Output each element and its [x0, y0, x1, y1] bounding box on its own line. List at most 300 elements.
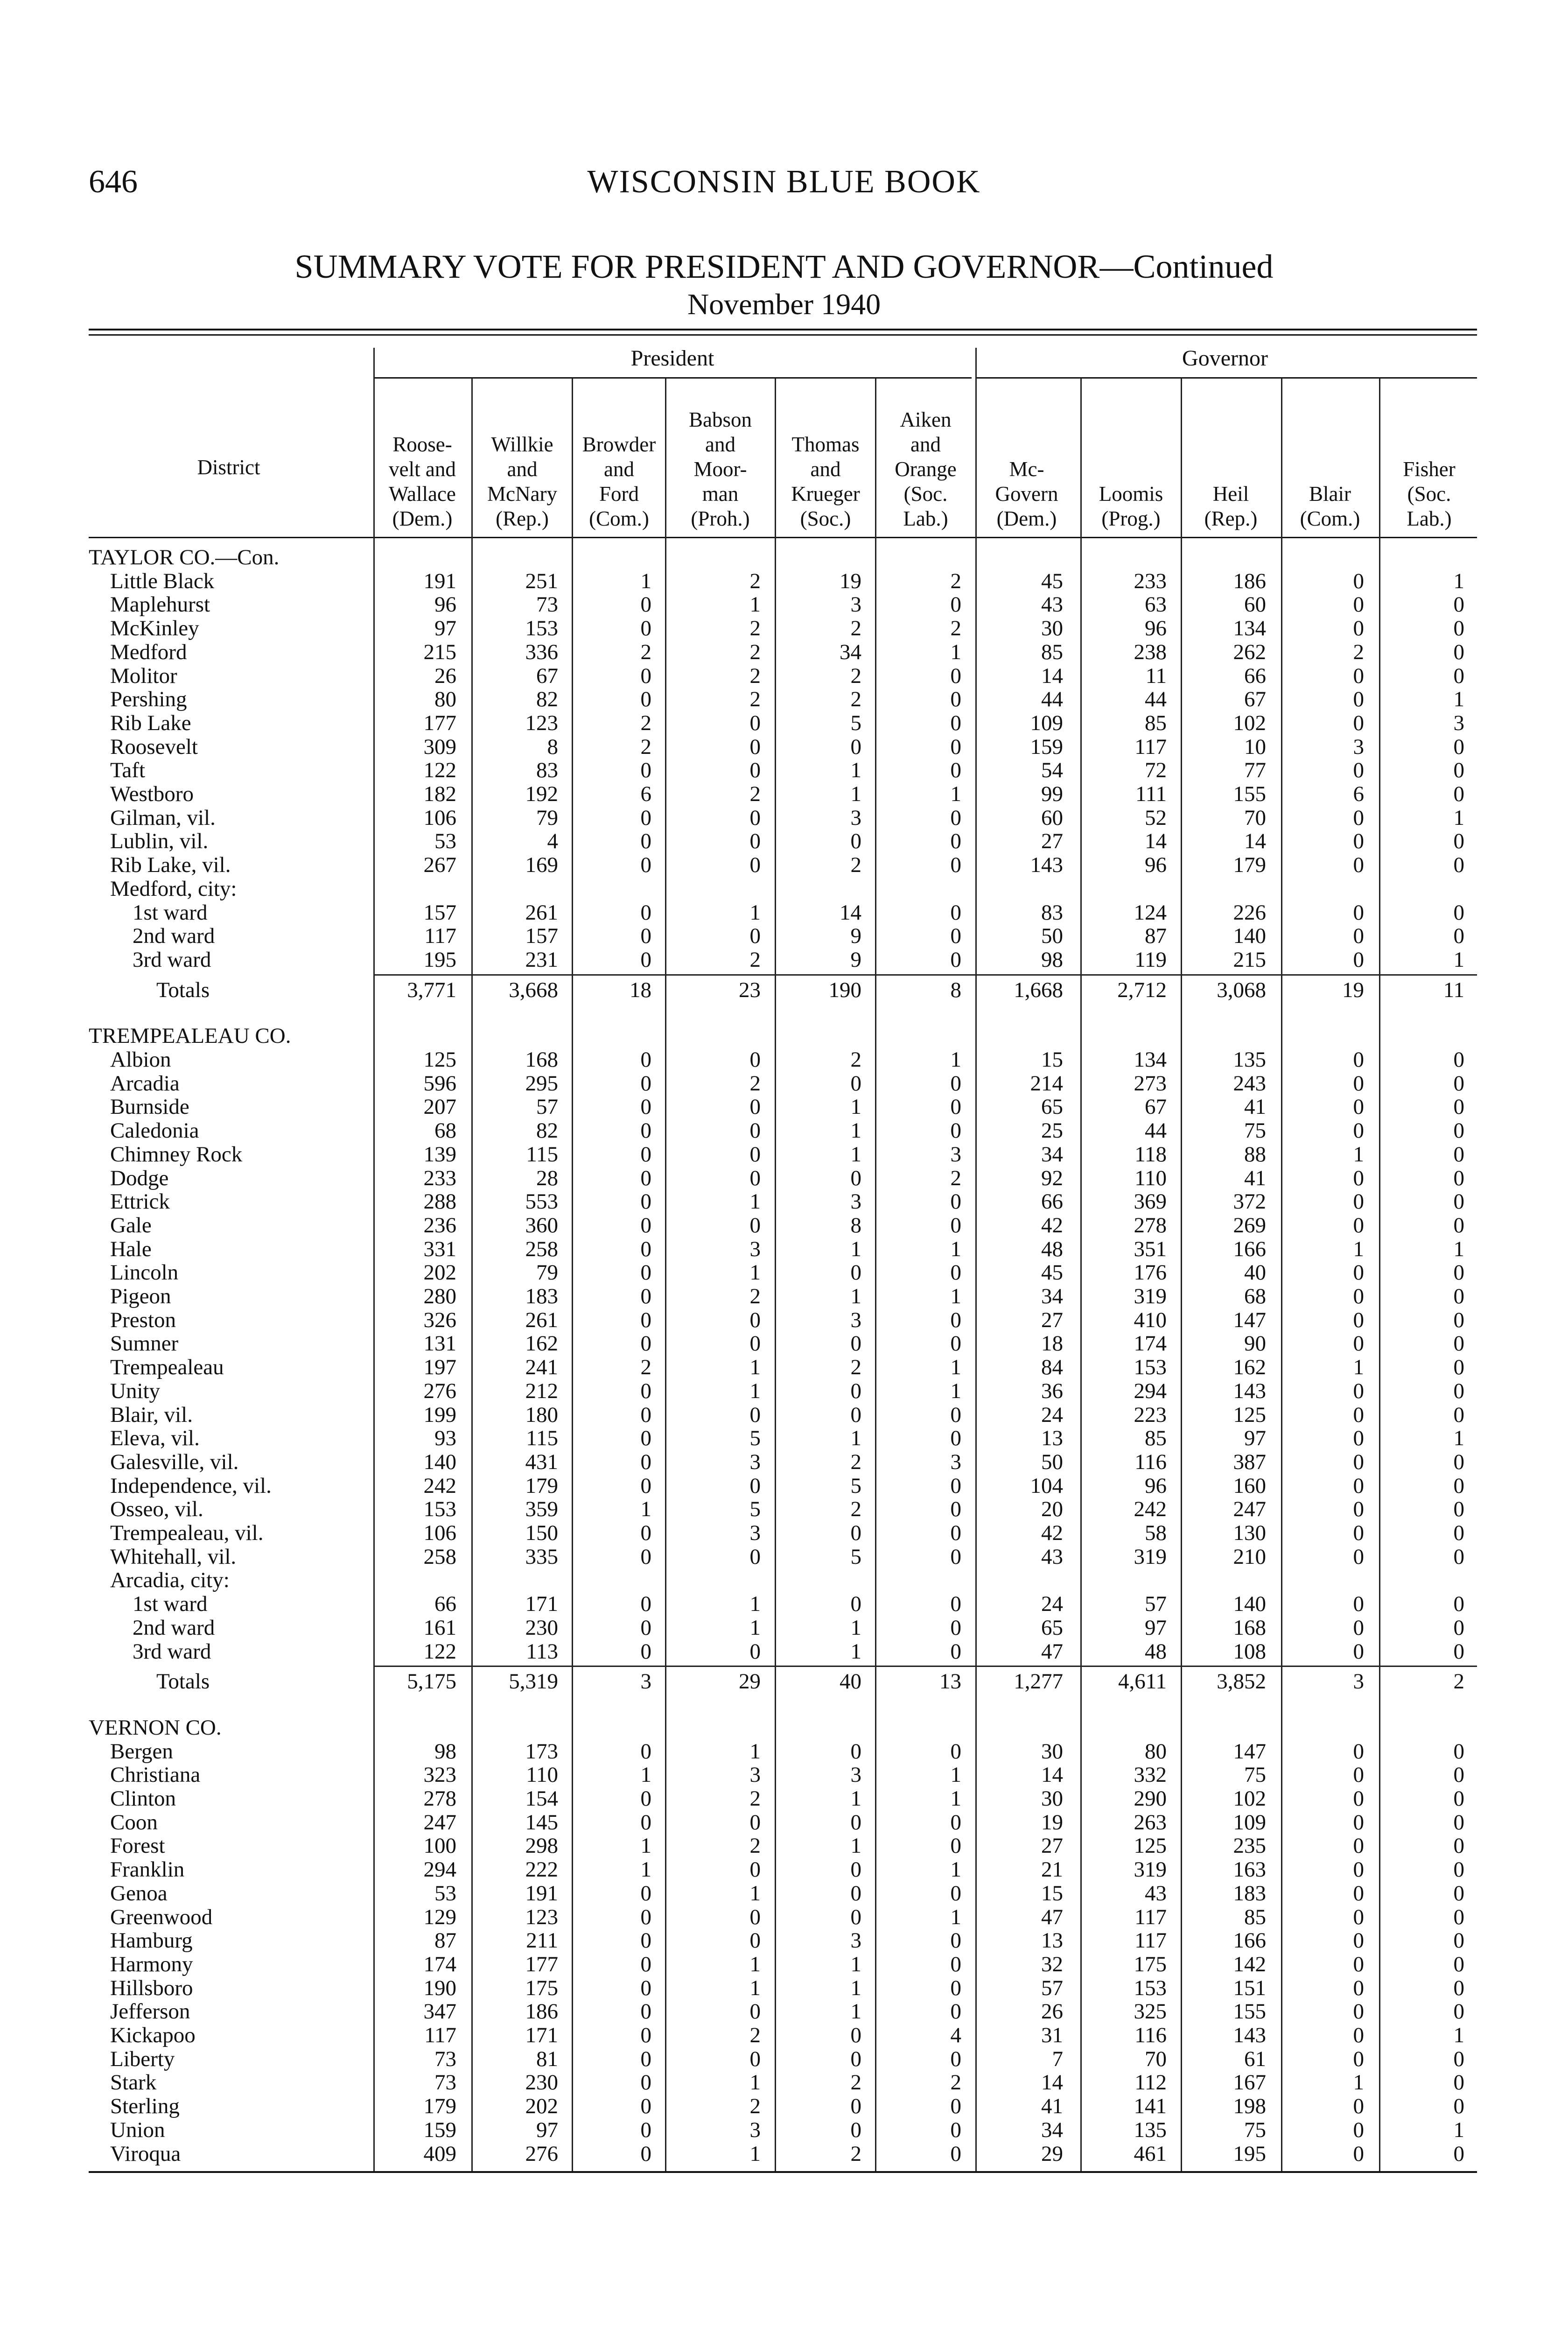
vote-cell: 278: [423, 1786, 456, 1811]
vote-cell: 0: [1453, 1786, 1464, 1811]
vote-cell: 5: [850, 1544, 861, 1569]
vote-cell: 0: [1353, 829, 1364, 854]
vote-cell: 243: [1233, 1071, 1266, 1096]
vote-cell: 233: [423, 1166, 456, 1190]
vote-cell: 191: [423, 569, 456, 593]
vote-cell: 147: [1233, 1739, 1266, 1764]
district-name: 2nd ward: [133, 1615, 215, 1640]
vote-cell: 0: [640, 1284, 651, 1308]
vote-cell: 0: [1453, 1999, 1464, 2024]
vote-cell: 85: [1145, 1426, 1167, 1451]
vote-cell: 0: [950, 1189, 961, 1214]
vote-cell: 0: [950, 924, 961, 949]
vote-cell: 2: [850, 1449, 861, 1474]
totals-cell: 2: [1453, 1669, 1464, 1694]
totals-cell: 3: [1353, 1669, 1364, 1694]
vote-cell: 41: [1244, 1166, 1266, 1190]
vote-cell: 1: [749, 1615, 761, 1640]
vote-cell: 0: [640, 1473, 651, 1498]
vote-cell: 6: [640, 782, 651, 806]
column-header-line: velt and: [389, 457, 456, 481]
district-name: Liberty: [110, 2046, 175, 2071]
vote-cell: 0: [950, 592, 961, 617]
vote-cell: 2: [850, 853, 861, 878]
vote-cell: 325: [1134, 1999, 1167, 2024]
vote-cell: 197: [423, 1355, 456, 1380]
vote-cell: 27: [1041, 1308, 1063, 1332]
vote-cell: 2: [950, 616, 961, 641]
vote-cell: 66: [1244, 663, 1266, 688]
vote-cell: 1: [850, 1975, 861, 2000]
vote-cell: 109: [1233, 1810, 1266, 1835]
district-name: Sumner: [110, 1331, 179, 1356]
totals-cell: 1,668: [1014, 977, 1063, 1002]
vote-cell: 1: [749, 1378, 761, 1403]
vote-cell: 84: [1041, 1355, 1063, 1380]
table-row: [0, 1521, 1568, 1545]
vote-cell: 596: [423, 1071, 456, 1096]
table-top-rule: [89, 329, 1477, 330]
vote-cell: 24: [1041, 1592, 1063, 1617]
vote-cell: 0: [1453, 1402, 1464, 1427]
vote-cell: 1: [950, 1284, 961, 1308]
vote-cell: 0: [1453, 924, 1464, 949]
vote-cell: 0: [640, 900, 651, 925]
district-name: Union: [110, 2117, 165, 2142]
table-row: [0, 2094, 1568, 2118]
vote-cell: 2: [749, 2023, 761, 2047]
vote-cell: 0: [640, 1544, 651, 1569]
vote-cell: 34: [1041, 2117, 1063, 2142]
vote-cell: 162: [525, 1331, 558, 1356]
vote-cell: 9: [850, 947, 861, 972]
vote-cell: 87: [1145, 924, 1167, 949]
vote-cell: 0: [1453, 616, 1464, 641]
vote-cell: 99: [1041, 782, 1063, 806]
vote-cell: 0: [950, 2117, 961, 2142]
vote-cell: 0: [1353, 1834, 1364, 1858]
table-row: [0, 829, 1568, 853]
vote-cell: 58: [1145, 1521, 1167, 1545]
table-row: [0, 1284, 1568, 1308]
vote-cell: 0: [1453, 1639, 1464, 1664]
vote-cell: 115: [526, 1426, 558, 1451]
vote-cell: 97: [536, 2117, 558, 2142]
column-header-line: (Soc.): [800, 507, 851, 530]
vote-cell: 0: [749, 1928, 761, 1953]
vote-cell: 125: [1233, 1402, 1266, 1427]
vote-cell: 63: [1145, 592, 1167, 617]
vote-cell: 129: [423, 1905, 456, 1929]
vote-cell: 1: [850, 758, 861, 783]
vote-cell: 0: [1353, 1189, 1364, 1214]
vote-cell: 294: [1134, 1378, 1167, 1403]
vote-cell: 0: [1453, 1544, 1464, 1569]
vote-cell: 117: [1134, 734, 1167, 759]
vote-cell: 2: [749, 2094, 761, 2119]
vote-cell: 5: [850, 1473, 861, 1498]
district-name: Little Black: [110, 569, 215, 593]
vote-cell: 67: [1145, 1095, 1167, 1119]
column-header-line: Orange: [895, 457, 957, 481]
vote-cell: 26: [1041, 1999, 1063, 2024]
vote-cell: 0: [1353, 1473, 1364, 1498]
vote-cell: 1: [749, 1355, 761, 1380]
vote-cell: 155: [1233, 1999, 1266, 2024]
table-row: [0, 1142, 1568, 1167]
vote-cell: 116: [1134, 2023, 1167, 2047]
vote-cell: 0: [640, 1402, 651, 1427]
vote-cell: 336: [525, 640, 558, 664]
district-name: Eleva, vil.: [110, 1426, 200, 1451]
vote-cell: 0: [850, 2094, 861, 2119]
column-header-line: Wallace: [389, 482, 456, 506]
table-row: [0, 1810, 1568, 1835]
table-row: [0, 1976, 1568, 2000]
table-row: [0, 569, 1568, 593]
district-name: Franklin: [110, 1857, 185, 1882]
vote-cell: 154: [525, 1786, 558, 1811]
vote-cell: 2: [749, 663, 761, 688]
column-header-line: man: [702, 482, 739, 506]
vote-cell: 70: [1244, 805, 1266, 830]
vote-cell: 1: [850, 1615, 861, 1640]
vote-cell: 0: [1453, 1592, 1464, 1617]
vote-cell: 100: [423, 1834, 456, 1858]
table-row: [0, 806, 1568, 830]
vote-cell: 8: [547, 734, 558, 759]
vote-cell: 157: [525, 924, 558, 949]
vote-cell: 0: [850, 1402, 861, 1427]
column-divider: [1181, 378, 1182, 2171]
vote-cell: 0: [640, 1521, 651, 1545]
vote-cell: 0: [1453, 1449, 1464, 1474]
vote-cell: 0: [850, 1331, 861, 1356]
vote-cell: 7: [1052, 2046, 1063, 2071]
vote-cell: 409: [423, 2141, 456, 2166]
vote-cell: 1: [950, 782, 961, 806]
table-row: [0, 1568, 1568, 1592]
vote-cell: 135: [1134, 2117, 1167, 2142]
vote-cell: 0: [1453, 1739, 1464, 1764]
table-row: [0, 2070, 1568, 2095]
vote-cell: 0: [950, 2046, 961, 2071]
column-header-line: (Proh.): [691, 507, 750, 530]
column-header: [1281, 482, 1379, 531]
vote-cell: 117: [424, 2023, 456, 2047]
table-row: [0, 1545, 1568, 1569]
column-header-line: Moor-: [693, 457, 747, 481]
table-row: [0, 1739, 1568, 1764]
vote-cell: 52: [1145, 805, 1167, 830]
column-header: [1181, 482, 1281, 531]
vote-cell: 92: [1041, 1166, 1063, 1190]
vote-cell: 0: [1453, 1071, 1464, 1096]
vote-cell: 0: [1353, 900, 1364, 925]
district-name: Hillsboro: [110, 1975, 193, 2000]
vote-cell: 167: [1233, 2070, 1266, 2095]
table-row: [0, 735, 1568, 759]
vote-cell: 162: [1233, 1355, 1266, 1380]
vote-cell: 119: [1134, 947, 1167, 972]
vote-cell: 1: [1453, 2117, 1464, 2142]
vote-cell: 140: [1233, 924, 1266, 949]
vote-cell: 0: [749, 1142, 761, 1167]
totals-rule: [373, 1666, 1477, 1667]
vote-cell: 0: [1453, 1857, 1464, 1882]
vote-cell: 82: [536, 1118, 558, 1143]
vote-cell: 0: [640, 1260, 651, 1285]
vote-cell: 53: [434, 1881, 456, 1905]
vote-cell: 0: [1353, 2094, 1364, 2119]
vote-cell: 0: [1353, 569, 1364, 593]
district-name: Medford, city:: [110, 876, 237, 901]
vote-cell: 0: [1353, 1331, 1364, 1356]
district-name: Clinton: [110, 1786, 176, 1811]
vote-cell: 47: [1041, 1639, 1063, 1664]
vote-cell: 45: [1041, 569, 1063, 593]
vote-cell: 280: [423, 1284, 456, 1308]
table-row: [0, 1213, 1568, 1237]
district-name: Chimney Rock: [110, 1142, 243, 1167]
table-row: [0, 948, 1568, 972]
vote-cell: 0: [1353, 1213, 1364, 1237]
vote-cell: 135: [1233, 1047, 1266, 1072]
vote-cell: 110: [526, 1763, 558, 1787]
vote-cell: 2: [749, 687, 761, 712]
vote-cell: 1: [749, 1952, 761, 1976]
column-header-line: (Soc.: [1407, 482, 1451, 506]
vote-cell: 83: [1041, 900, 1063, 925]
vote-cell: 29: [1041, 2141, 1063, 2166]
vote-cell: 347: [423, 1999, 456, 2024]
column-divider: [1379, 378, 1380, 2171]
vote-cell: 157: [423, 900, 456, 925]
table-row: [0, 1857, 1568, 1882]
vote-cell: 0: [640, 805, 651, 830]
vote-cell: 410: [1134, 1308, 1167, 1332]
vote-cell: 0: [1453, 1975, 1464, 2000]
vote-cell: 41: [1244, 1095, 1266, 1119]
vote-cell: 0: [749, 1999, 761, 2024]
vote-cell: 177: [525, 1952, 558, 1976]
column-header-line: and: [910, 433, 941, 456]
vote-cell: 36: [1041, 1378, 1063, 1403]
vote-cell: 0: [950, 1952, 961, 1976]
district-name: 3rd ward: [133, 1639, 211, 1664]
vote-cell: 20: [1041, 1497, 1063, 1522]
totals-rule: [373, 974, 1477, 976]
vote-cell: 0: [640, 924, 651, 949]
vote-cell: 140: [423, 1449, 456, 1474]
vote-cell: 169: [525, 853, 558, 878]
vote-cell: 27: [1041, 829, 1063, 854]
vote-cell: 96: [1145, 616, 1167, 641]
vote-cell: 0: [1353, 1810, 1364, 1835]
column-divider: [373, 348, 375, 2171]
column-header-line: (Prog.): [1101, 507, 1161, 530]
vote-cell: 113: [526, 1639, 558, 1664]
vote-cell: 110: [1134, 1166, 1167, 1190]
governor-group-header: Governor: [1182, 346, 1268, 371]
vote-cell: 0: [950, 1639, 961, 1664]
vote-cell: 34: [1041, 1142, 1063, 1167]
vote-cell: 125: [1134, 1834, 1167, 1858]
district-name: 1st ward: [133, 1592, 208, 1617]
vote-cell: 171: [525, 1592, 558, 1617]
vote-cell: 116: [1134, 1449, 1167, 1474]
vote-cell: 215: [1233, 947, 1266, 972]
vote-cell: 0: [1353, 1449, 1364, 1474]
vote-cell: 553: [525, 1189, 558, 1214]
vote-cell: 0: [1453, 1142, 1464, 1167]
vote-cell: 0: [1353, 805, 1364, 830]
vote-cell: 96: [434, 592, 456, 617]
vote-cell: 1: [1353, 2070, 1364, 2095]
vote-cell: 3: [749, 1237, 761, 1261]
vote-cell: 0: [1453, 592, 1464, 617]
table-row: [0, 1331, 1568, 1356]
vote-cell: 1: [850, 1786, 861, 1811]
column-header-line: Lab.): [1407, 507, 1452, 530]
vote-cell: 461: [1134, 2141, 1167, 2166]
vote-cell: 0: [1453, 2070, 1464, 2095]
vote-cell: 97: [1145, 1615, 1167, 1640]
vote-cell: 1: [850, 1639, 861, 1664]
table-row: [0, 1426, 1568, 1450]
vote-cell: 0: [1453, 663, 1464, 688]
vote-cell: 261: [525, 1308, 558, 1332]
vote-cell: 0: [950, 1810, 961, 1835]
column-header-line: Heil: [1212, 482, 1249, 506]
table-row: [0, 2118, 1568, 2142]
vote-cell: 0: [749, 1639, 761, 1664]
table-row: [0, 758, 1568, 782]
table-subtitle: November 1940: [687, 288, 881, 321]
vote-cell: 2: [749, 1071, 761, 1096]
table-row: [0, 1166, 1568, 1190]
vote-cell: 3: [850, 1928, 861, 1953]
vote-cell: 30: [1041, 1786, 1063, 1811]
vote-cell: 0: [749, 710, 761, 735]
column-header-line: Roose-: [392, 433, 452, 456]
vote-cell: 0: [640, 1881, 651, 1905]
vote-cell: 1: [1453, 2023, 1464, 2047]
vote-cell: 0: [950, 1473, 961, 1498]
vote-cell: 2: [850, 687, 861, 712]
vote-cell: 1: [1353, 1142, 1364, 1167]
vote-cell: 0: [950, 1497, 961, 1522]
column-divider: [975, 348, 977, 2171]
vote-cell: 0: [1353, 924, 1364, 949]
vote-cell: 0: [1353, 1905, 1364, 1929]
vote-cell: 15: [1041, 1047, 1063, 1072]
vote-cell: 222: [525, 1857, 558, 1882]
vote-cell: 68: [1244, 1284, 1266, 1308]
table-row: [0, 1592, 1568, 1616]
vote-cell: 6: [1353, 782, 1364, 806]
vote-cell: 0: [1453, 853, 1464, 878]
vote-cell: 2: [749, 1786, 761, 1811]
vote-cell: 70: [1145, 2046, 1167, 2071]
totals-cell: 3,068: [1217, 977, 1266, 1002]
vote-cell: 0: [1353, 592, 1364, 617]
vote-cell: 0: [950, 829, 961, 854]
vote-cell: 0: [850, 829, 861, 854]
vote-cell: 0: [1353, 1426, 1364, 1451]
vote-cell: 0: [850, 1739, 861, 1764]
column-header: [1379, 457, 1479, 531]
vote-cell: 98: [1041, 947, 1063, 972]
vote-cell: 0: [640, 1213, 651, 1237]
vote-cell: 44: [1145, 687, 1167, 712]
vote-cell: 13: [1041, 1928, 1063, 1953]
vote-cell: 2: [950, 1166, 961, 1190]
vote-cell: 233: [1134, 569, 1167, 593]
vote-cell: 81: [536, 2046, 558, 2071]
table-row: [0, 711, 1568, 735]
vote-cell: 0: [749, 734, 761, 759]
vote-cell: 97: [1244, 1426, 1266, 1451]
vote-cell: 80: [434, 687, 456, 712]
vote-cell: 215: [423, 640, 456, 664]
vote-cell: 47: [1041, 1905, 1063, 1929]
vote-cell: 0: [850, 1810, 861, 1835]
vote-cell: 288: [423, 1189, 456, 1214]
vote-cell: 0: [640, 1999, 651, 2024]
vote-cell: 1: [850, 1999, 861, 2024]
vote-cell: 1: [850, 1426, 861, 1451]
vote-cell: 0: [950, 1071, 961, 1096]
vote-cell: 117: [1134, 1905, 1167, 1929]
totals-row: [0, 1669, 1568, 1694]
vote-cell: 0: [640, 1975, 651, 2000]
vote-cell: 2: [850, 1047, 861, 1072]
table-row: [0, 616, 1568, 640]
vote-cell: 0: [640, 1237, 651, 1261]
vote-cell: 1: [1453, 947, 1464, 972]
vote-cell: 1: [1453, 569, 1464, 593]
vote-cell: 0: [1353, 1952, 1364, 1976]
vote-cell: 0: [640, 1928, 651, 1953]
vote-cell: 211: [526, 1928, 558, 1953]
vote-cell: 26: [434, 663, 456, 688]
column-header-line: Krueger: [791, 482, 860, 506]
table-row: [0, 1905, 1568, 1929]
vote-cell: 24: [1041, 1402, 1063, 1427]
vote-cell: 0: [749, 924, 761, 949]
table-row: [0, 687, 1568, 711]
vote-cell: 0: [950, 1999, 961, 2024]
vote-cell: 0: [749, 1047, 761, 1072]
table-row: [0, 2047, 1568, 2071]
vote-cell: 0: [950, 687, 961, 712]
totals-cell: 11: [1443, 977, 1464, 1002]
column-header: [665, 408, 776, 531]
vote-cell: 0: [1353, 1402, 1364, 1427]
vote-cell: 202: [525, 2094, 558, 2119]
vote-cell: 278: [1134, 1213, 1167, 1237]
vote-cell: 159: [1030, 734, 1063, 759]
district-name: Viroqua: [110, 2141, 181, 2166]
vote-cell: 0: [950, 1213, 961, 1237]
vote-cell: 195: [1233, 2141, 1266, 2166]
vote-cell: 0: [1453, 1260, 1464, 1285]
vote-cell: 0: [640, 1331, 651, 1356]
totals-cell: 190: [828, 977, 861, 1002]
vote-cell: 109: [1030, 710, 1063, 735]
district-name: Preston: [110, 1308, 176, 1332]
